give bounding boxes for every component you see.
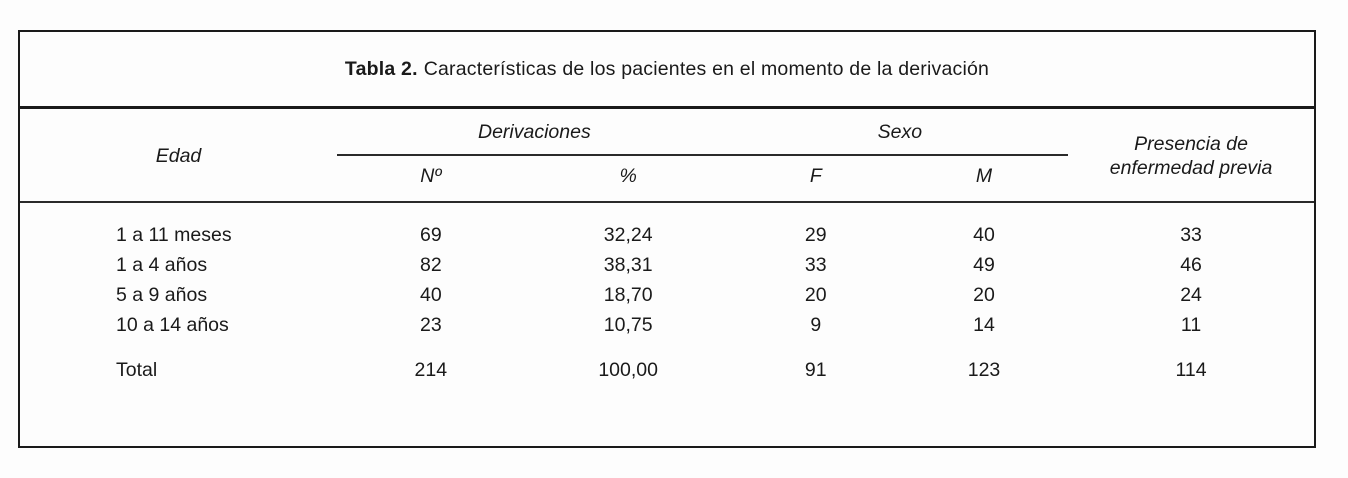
cell-total-label: Total (116, 358, 158, 381)
cell-total-numero: 214 (414, 358, 448, 381)
header-group-row (20, 109, 1314, 154)
cell-previa: 24 (1180, 284, 1202, 307)
cell-m: 14 (973, 314, 995, 337)
characteristics-table (20, 109, 1314, 385)
header-sexo: Sexo (877, 121, 923, 143)
cell-m: 20 (973, 284, 995, 307)
cell-f: 29 (804, 224, 827, 247)
header-presencia-line-1: Presencia de (1134, 132, 1248, 155)
header-m: M (975, 165, 993, 187)
cell-edad: 1 a 11 meses (116, 224, 232, 247)
cell-porcentaje: 32,24 (603, 224, 653, 247)
table-caption (20, 32, 1314, 106)
cell-previa: 33 (1180, 224, 1202, 247)
cell-f: 33 (804, 254, 827, 277)
header-edad: Edad (155, 144, 202, 167)
cell-porcentaje: 38,31 (603, 254, 653, 277)
cell-m: 40 (973, 224, 995, 247)
table-row (20, 281, 1314, 311)
table-row (20, 221, 1314, 251)
header-porcentaje: % (619, 165, 637, 187)
cell-edad: 5 a 9 años (116, 284, 208, 307)
table-caption-text: Características de los pacientes en el momento de la derivación (423, 57, 990, 80)
cell-total-f: 91 (804, 358, 827, 381)
cell-total-m: 123 (967, 358, 1001, 381)
cell-numero: 23 (419, 314, 442, 337)
table-caption-label: Tabla 2. (344, 57, 418, 80)
cell-total-porcentaje: 100,00 (598, 358, 658, 381)
table-row (20, 251, 1314, 281)
cell-edad: 1 a 4 años (116, 254, 208, 277)
cell-porcentaje: 10,75 (603, 314, 653, 337)
cell-numero: 82 (419, 254, 442, 277)
table-row-total (20, 341, 1314, 386)
cell-numero: 69 (419, 224, 442, 247)
table-row (20, 311, 1314, 341)
body-top-spacer-row (20, 203, 1314, 221)
cell-m: 49 (973, 254, 995, 277)
cell-f: 20 (804, 284, 827, 307)
table-2-container (18, 30, 1316, 448)
cell-f: 9 (810, 314, 822, 337)
cell-previa: 46 (1180, 254, 1202, 277)
cell-total-previa: 114 (1175, 358, 1207, 381)
cell-numero: 40 (419, 284, 442, 307)
header-derivaciones: Derivaciones (477, 121, 591, 143)
header-presencia-line-2: enfermedad previa (1109, 157, 1273, 179)
body-top-spacer (20, 203, 1314, 221)
cell-edad: 10 a 14 años (116, 314, 229, 337)
cell-previa: 11 (1180, 314, 1202, 337)
header-presencia-enfermedad-previa (1068, 109, 1314, 201)
header-f: F (809, 165, 822, 187)
cell-porcentaje: 18,70 (603, 284, 653, 307)
header-numero: Nº (420, 165, 442, 187)
